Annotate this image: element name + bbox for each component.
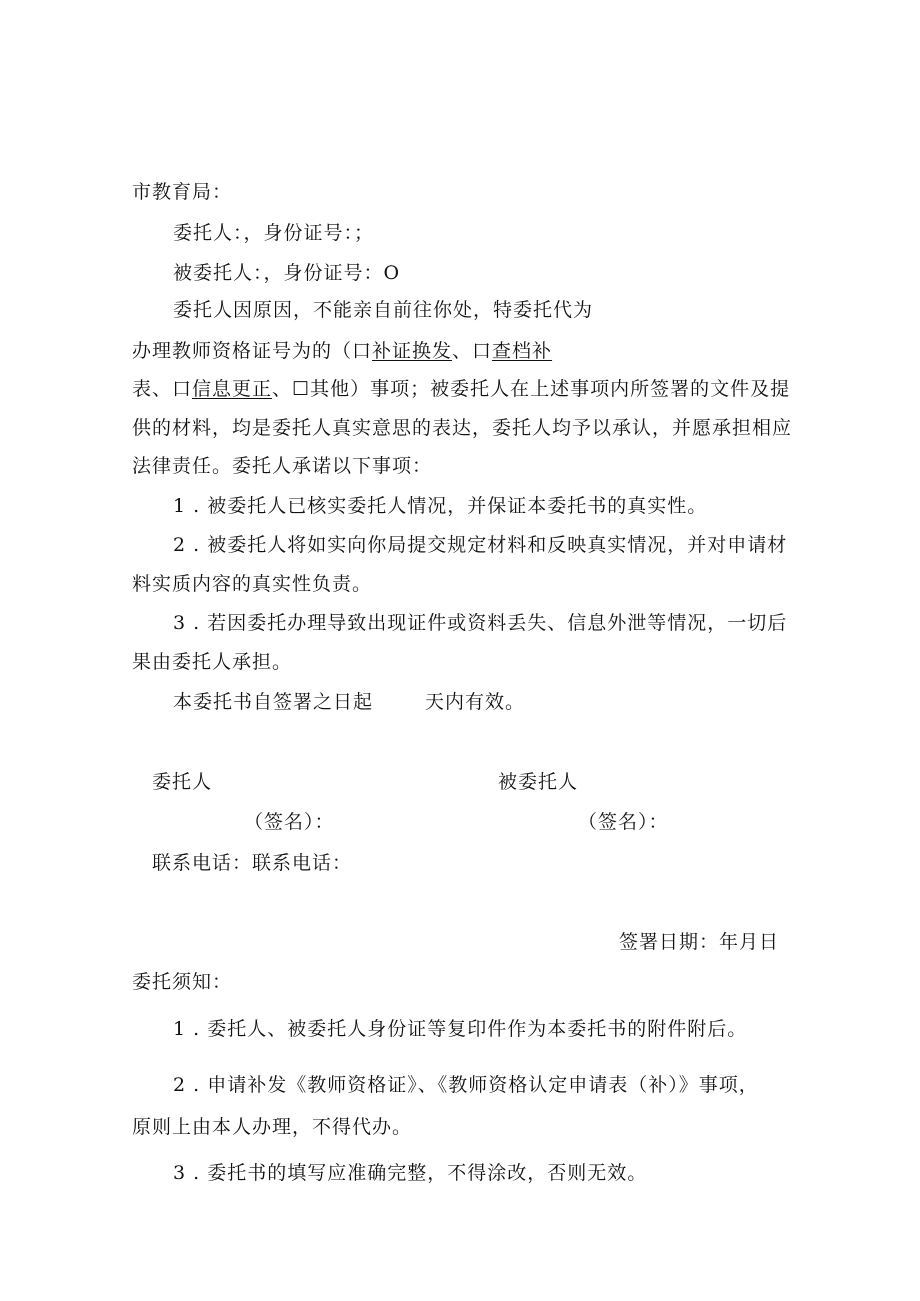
notice-title: 委托须知： (132, 971, 233, 993)
promise-1: 1 . 被委托人已核实委托人情况，并保证本委托书的真实性。 (173, 495, 708, 517)
promise-2b: 料实质内容的真实性负责。 (132, 573, 373, 595)
reason-line: 委托人因原因，不能亲自前往你处，特委托代为 (173, 299, 594, 321)
notice-3: 3 . 委托书的填写应准确完整，不得涂改，否则无效。 (173, 1162, 648, 1184)
promise-3a: 3 . 若因委托办理导致出现证件或资料丢失、信息外泄等情况，一切后 (173, 612, 788, 634)
notice-2b: 原则上由本人办理，不得代办。 (132, 1116, 413, 1138)
validity-suffix: 天内有效。 (425, 691, 526, 713)
agent-label: 被委托人 (498, 771, 579, 793)
sign-right: （签名）： (578, 811, 669, 833)
agent-line: 被委托人：，身份证号：O (173, 262, 401, 284)
matter-line-4: 法律责任。委托人承诺以下事项： (132, 455, 433, 477)
notice-1: 1 . 委托人、被委托人身份证等复印件作为本委托书的附件附后。 (173, 1018, 748, 1040)
promise-3b: 果由委托人承担。 (132, 651, 293, 673)
promise-2a: 2 . 被委托人将如实向你局提交规定材料和反映真实情况，并对申请材 (173, 534, 788, 556)
notice-2a: 2 . 申请补发《教师资格证》、《教师资格认定申请表（补）》事项， (173, 1074, 759, 1096)
recipient: 市教育局： (132, 181, 233, 203)
checkbox-icon: ☐ (292, 378, 311, 400)
sign-date: 签署日期：年月日 (619, 931, 780, 953)
option-reissue: 补证换发 (372, 340, 453, 362)
contact-line: 联系电话：联系电话： (152, 852, 353, 874)
principal-line: 委托人：，身份证号：； (173, 222, 375, 244)
option-archive: 查档补 (492, 340, 553, 362)
validity-prefix: 本委托书自签署之日起 (173, 691, 374, 713)
matter-line-3: 供的材料，均是委托人真实意思的表达，委托人均予以承认，并愿承担相应 (132, 417, 793, 439)
option-info: 信息更正 (192, 378, 273, 400)
sign-left: （签名）： (244, 811, 335, 833)
option-other: 其他 (310, 378, 351, 400)
principal-label: 委托人 (152, 771, 213, 793)
matter-rest: ）事项；被委托人在上述事项内所签署的文件及提 (350, 378, 791, 400)
matter-separator: 、口 (452, 340, 493, 362)
matter-line-2 (132, 377, 790, 401)
validity-line (173, 690, 525, 714)
matter-line-1 (132, 339, 552, 363)
matter-separator-2: 、 (272, 378, 293, 400)
matter-prefix: 办理教师资格证号为的（口 (132, 340, 373, 362)
matter-prefix-2: 表、口 (132, 378, 193, 400)
